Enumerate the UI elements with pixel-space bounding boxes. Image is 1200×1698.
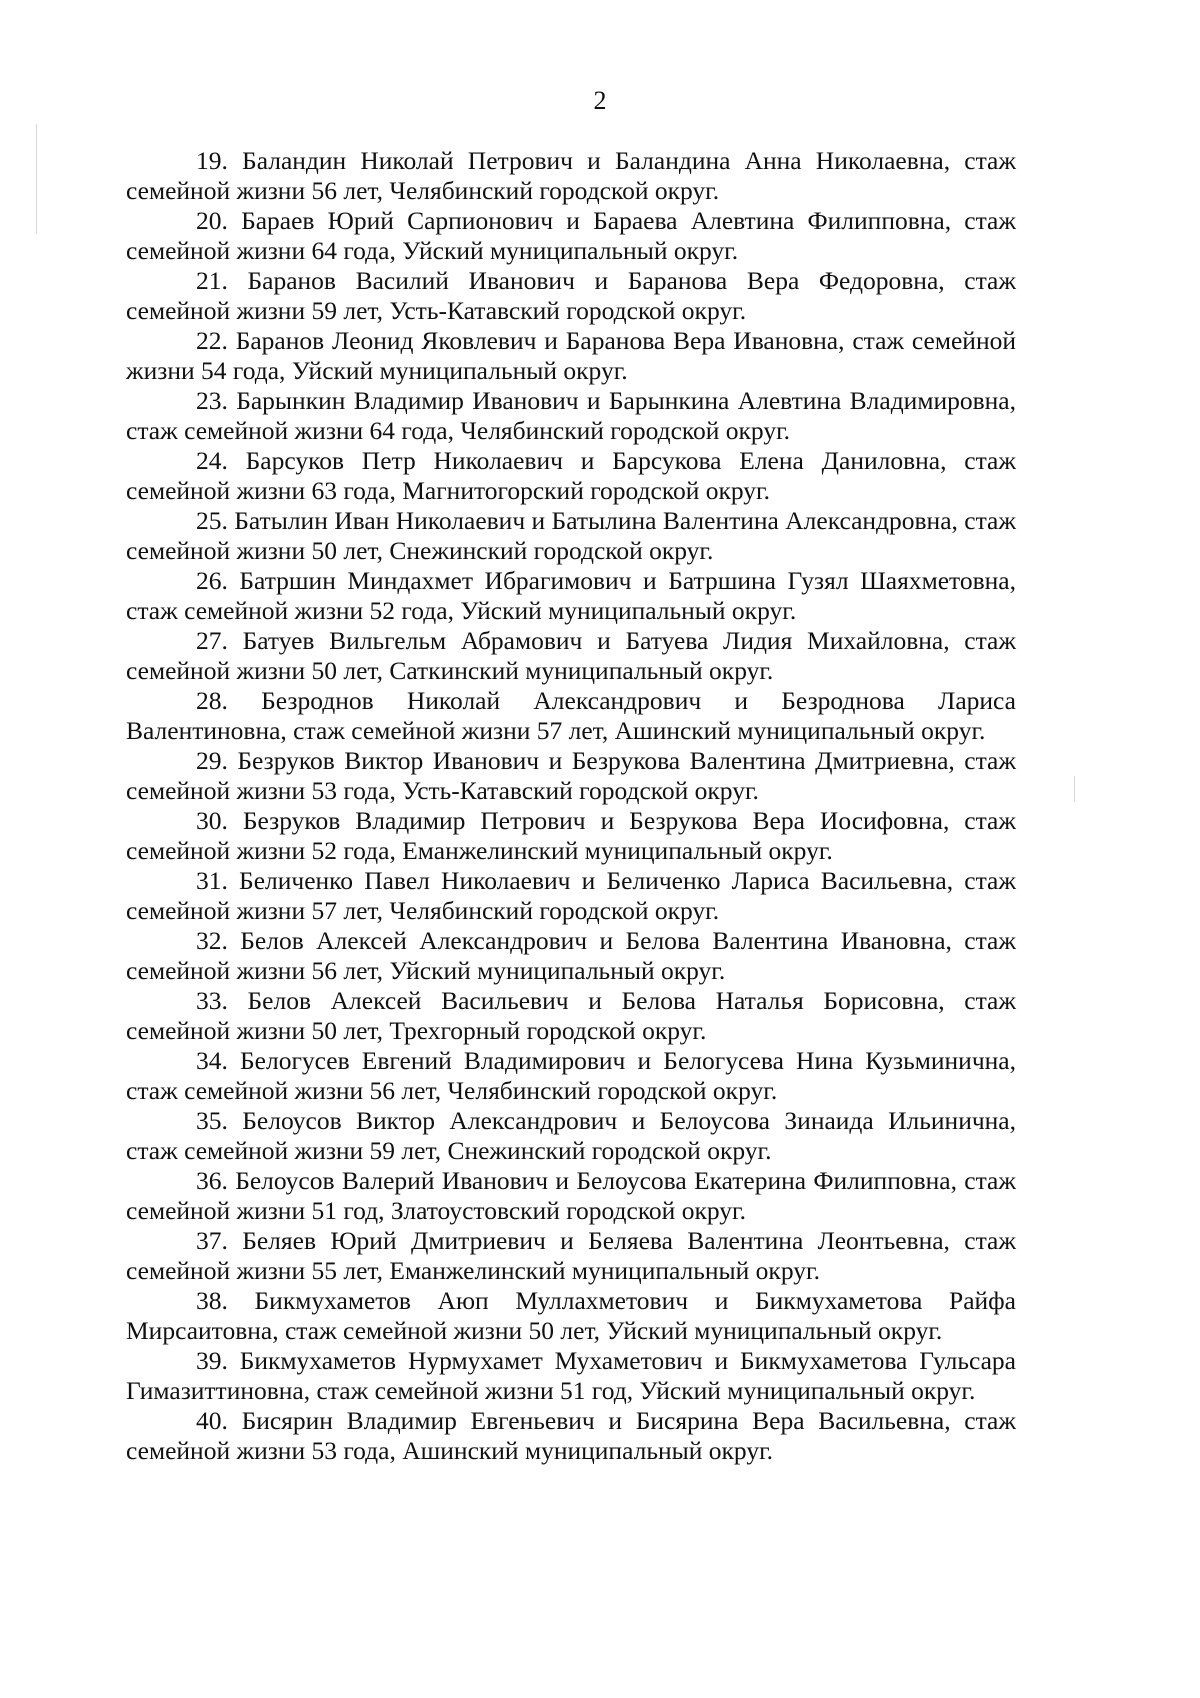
list-item: 24. Барсуков Петр Николаевич и Барсукова Елена Даниловна, стаж семейной жизни 63 года, Магнитогорский городской округ. [126, 446, 1016, 505]
list-item: 36. Белоусов Валерий Иванович и Белоусова Екатерина Филипповна, стаж семейной жизни 51 год, Златоустовский городской округ. [126, 1166, 1016, 1225]
list-item: 33. Белов Алексей Васильевич и Белова Наталья Борисовна, стаж семейной жизни 50 лет, Трехгорный городской округ. [126, 986, 1016, 1045]
list-item: 19. Баландин Николай Петрович и Баландина Анна Николаевна, стаж семейной жизни 56 лет, Челябинский городской округ. [126, 146, 1016, 205]
list-item: 35. Белоусов Виктор Александрович и Белоусова Зинаида Ильинична, стаж семейной жизни 59 лет, Снежинский городской округ. [126, 1106, 1016, 1165]
list-item: 25. Батылин Иван Николаевич и Батылина Валентина Александровна, стаж семейной жизни 50 лет, Снежинский городской округ. [126, 506, 1016, 565]
list-item: 22. Баранов Леонид Яковлевич и Баранова Вера Ивановна, стаж семейной жизни 54 года, Уйский муниципальный округ. [126, 326, 1016, 385]
list-item: 20. Бараев Юрий Сарпионович и Бараева Алевтина Филипповна, стаж семейной жизни 64 года, Уйский муниципальный округ. [126, 206, 1016, 265]
list-item: 34. Белогусев Евгений Владимирович и Белогусева Нина Кузьминична, стаж семейной жизни 56 лет, Челябинский городской округ. [126, 1046, 1016, 1105]
list-item: 21. Баранов Василий Иванович и Баранова Вера Федоровна, стаж семейной жизни 59 лет, Усть-Катавский городской округ. [126, 266, 1016, 325]
list-item: 30. Безруков Владимир Петрович и Безрукова Вера Иосифовна, стаж семейной жизни 52 года, Еманжелинский муниципальный округ. [126, 806, 1016, 865]
list-item: 27. Батуев Вильгельм Абрамович и Батуева Лидия Михайловна, стаж семейной жизни 50 лет, Саткинский муниципальный округ. [126, 626, 1016, 685]
list-item: 28. Безроднов Николай Александрович и Безроднова Лариса Валентиновна, стаж семейной жизни 57 лет, Ашинский муниципальный округ. [126, 686, 1016, 745]
page-number: 2 [593, 86, 607, 115]
list-item: 38. Бикмухаметов Аюп Муллахметович и Бикмухаметова Райфа Мирсаитовна, стаж семейной жизни 50 лет, Уйский муниципальный округ. [126, 1286, 1016, 1345]
list-item: 39. Бикмухаметов Нурмухамет Мухаметович и Бикмухаметова Гульсара Гимазиттиновна, стаж семейной жизни 51 год, Уйский муниципальный округ. [126, 1346, 1016, 1405]
scan-mark [36, 124, 37, 234]
scan-mark [1074, 776, 1075, 802]
list-item: 31. Беличенко Павел Николаевич и Беличенко Лариса Васильевна, стаж семейной жизни 57 лет, Челябинский городской округ. [126, 866, 1016, 925]
list-item: 29. Безруков Виктор Иванович и Безрукова Валентина Дмитриевна, стаж семейной жизни 53 года, Усть-Катавский городской округ. [126, 746, 1016, 805]
list-item: 23. Барынкин Владимир Иванович и Барынкина Алевтина Владимировна, стаж семейной жизни 64 года, Челябинский городской округ. [126, 386, 1016, 445]
list-item: 26. Батршин Миндахмет Ибрагимович и Батршина Гузял Шаяхметовна, стаж семейной жизни 52 года, Уйский муниципальный округ. [126, 566, 1016, 625]
awardee-list [126, 146, 1016, 1466]
list-item: 40. Бисярин Владимир Евгеньевич и Бисярина Вера Васильевна, стаж семейной жизни 53 года, Ашинский муниципальный округ. [126, 1406, 1016, 1465]
list-item: 37. Беляев Юрий Дмитриевич и Беляева Валентина Леонтьевна, стаж семейной жизни 55 лет, Еманжелинский муниципальный округ. [126, 1226, 1016, 1285]
list-item: 32. Белов Алексей Александрович и Белова Валентина Ивановна, стаж семейной жизни 56 лет, Уйский муниципальный округ. [126, 926, 1016, 985]
